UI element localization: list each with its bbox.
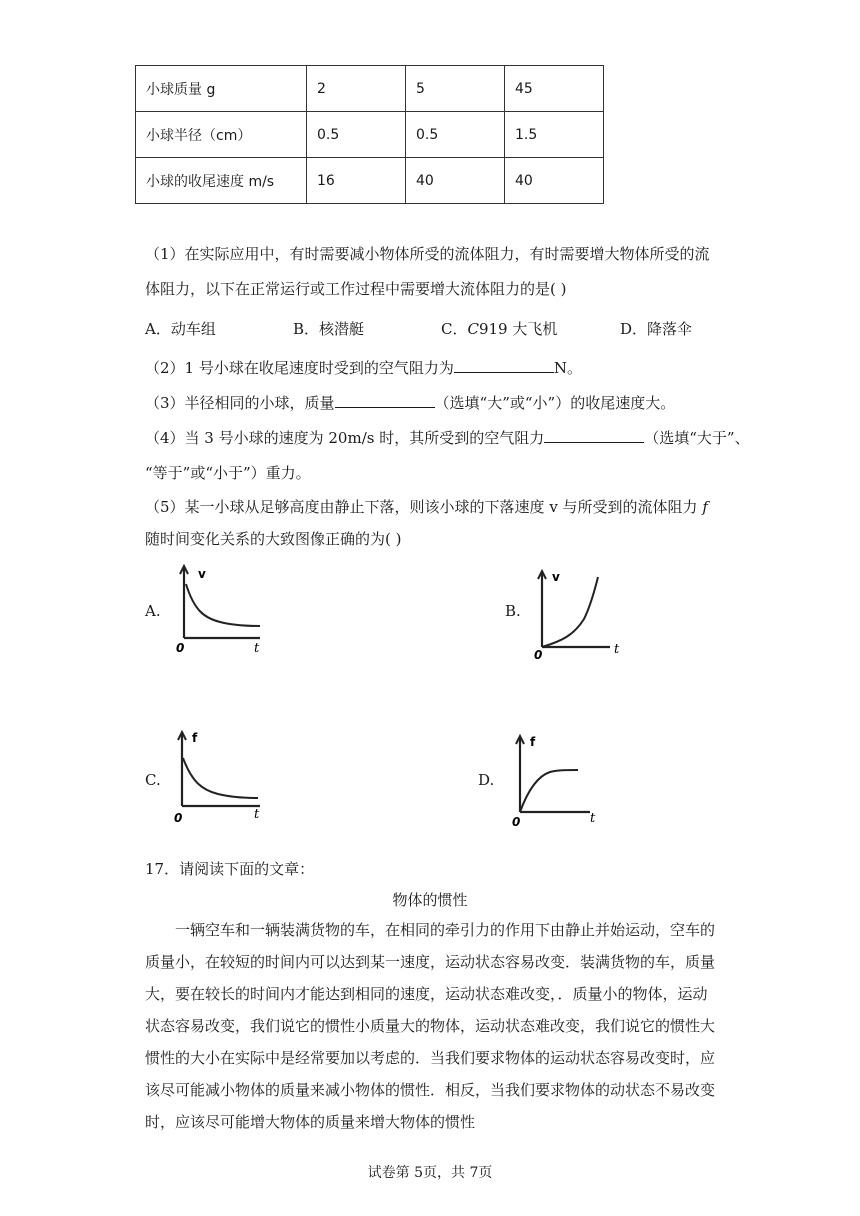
graph-c-label: C. (145, 771, 161, 789)
graph-c-y-label: f (192, 731, 198, 745)
graph-c (170, 728, 270, 828)
page-footer: 试卷第 5页，共 7页 (367, 1165, 493, 1181)
graph-c-x-label: t (254, 807, 260, 822)
article-title: 物体的惯性 (392, 891, 468, 909)
table-row-header: 小球的收尾速度 m/s (136, 158, 307, 204)
paragraph-line: 时，应该尽可能增大物体的质量来增大物体的惯性 (145, 1113, 476, 1131)
q1-option-b: B．核潜艇 (293, 320, 365, 338)
graph-d-y-label: f (530, 735, 536, 749)
graph-a-x-label: t (254, 641, 260, 656)
table-row (136, 112, 604, 158)
graph-b-origin: 0 (534, 648, 543, 662)
paragraph-line: 该尽可能减小物体的质量来减小物体的惯性．相反，当我们要求物体的动状态不易改变 (145, 1081, 716, 1099)
q1-line2: 体阻力，以下在正常运行或工作过程中需要增大流体阻力的是( ) (145, 280, 567, 298)
table-row-header: 小球质量 g (136, 66, 307, 112)
q5-line1: （5）某一小球从足够高度由静止下落，则该小球的下落速度 v 与所受到的流体阻力 f (145, 498, 708, 516)
graph-a (170, 560, 270, 660)
table-cell: 16 (307, 158, 406, 204)
article-paragraph (145, 914, 715, 1138)
q4-line1: （4）当 3 号小球的速度为 20m/s 时，其所受到的空气阻力 （选填“大于”、 (145, 429, 750, 447)
q3-answer-blank[interactable] (335, 393, 435, 408)
paragraph-line: 一辆空车和一辆装满货物的车，在相同的牵引力的作用下由静止并始运动，空车的 (175, 921, 716, 939)
table-cell: 40 (505, 158, 604, 204)
q4-answer-blank[interactable] (544, 428, 644, 443)
table-cell: 2 (307, 66, 406, 112)
table-cell: 5 (406, 66, 505, 112)
data-table (135, 65, 604, 204)
graph-a-y-label: v (198, 567, 206, 581)
paragraph-line: 大，要在较长的时间内才能达到相同的速度，运动状态难改变，．质量小的物体，运动 (145, 985, 708, 1003)
q17-heading: 17．请阅读下面的文章： (145, 860, 315, 878)
q2-answer-blank[interactable] (454, 358, 554, 373)
table-cell: 45 (505, 66, 604, 112)
paragraph-line: 状态容易改变，我们说它的惯性小质量大的物体，运动状态难改变，我们说它的惯性大 (145, 1017, 716, 1035)
table-cell: 1.5 (505, 112, 604, 158)
q5-line2: 随时间变化关系的大致图像正确的为( ) (145, 530, 402, 548)
graph-d-x-label: t (590, 811, 596, 826)
q1-option-d: D．降落伞 (620, 320, 693, 338)
graph-d (506, 730, 606, 830)
graph-d-label: D. (478, 771, 495, 789)
q1-line1: （1）在实际应用中，有时需要减小物体所受的流体阻力，有时需要增大物体所受的流 (145, 245, 710, 263)
graph-b-x-label: t (614, 642, 620, 657)
table-cell: 0.5 (307, 112, 406, 158)
graph-c-origin: 0 (174, 811, 183, 825)
table-cell: 40 (406, 158, 505, 204)
graph-d-origin: 0 (512, 815, 521, 829)
paragraph-line: 质量小，在较短的时间内可以达到某一速度，运动状态容易改变．装满货物的车，质量 (145, 953, 716, 971)
q1-option-a: A．动车组 (145, 320, 216, 338)
graph-b-y-label: v (552, 570, 560, 584)
q1-option-c: C．C919 大飞机 (441, 320, 558, 338)
table-row (136, 66, 604, 112)
table-row (136, 158, 604, 204)
graph-a-origin: 0 (176, 641, 185, 655)
q4-line2: “等于”或“小于”）重力。 (145, 464, 311, 482)
graph-b-label: B. (505, 602, 521, 620)
graph-b (528, 565, 628, 665)
paragraph-line: 惯性的大小在实际中是经常要加以考虑的．当我们要求物体的运动状态容易改变时，应 (145, 1049, 716, 1067)
table-row-header: 小球半径（cm） (136, 112, 307, 158)
graph-a-label: A. (145, 602, 161, 620)
q2-line: （2）1 号小球在收尾速度时受到的空气阻力为 N。 (145, 359, 582, 377)
q3-line: （3）半径相同的小球，质量 （选填“大”或“小”）的收尾速度大。 (145, 394, 676, 412)
table-cell: 0.5 (406, 112, 505, 158)
